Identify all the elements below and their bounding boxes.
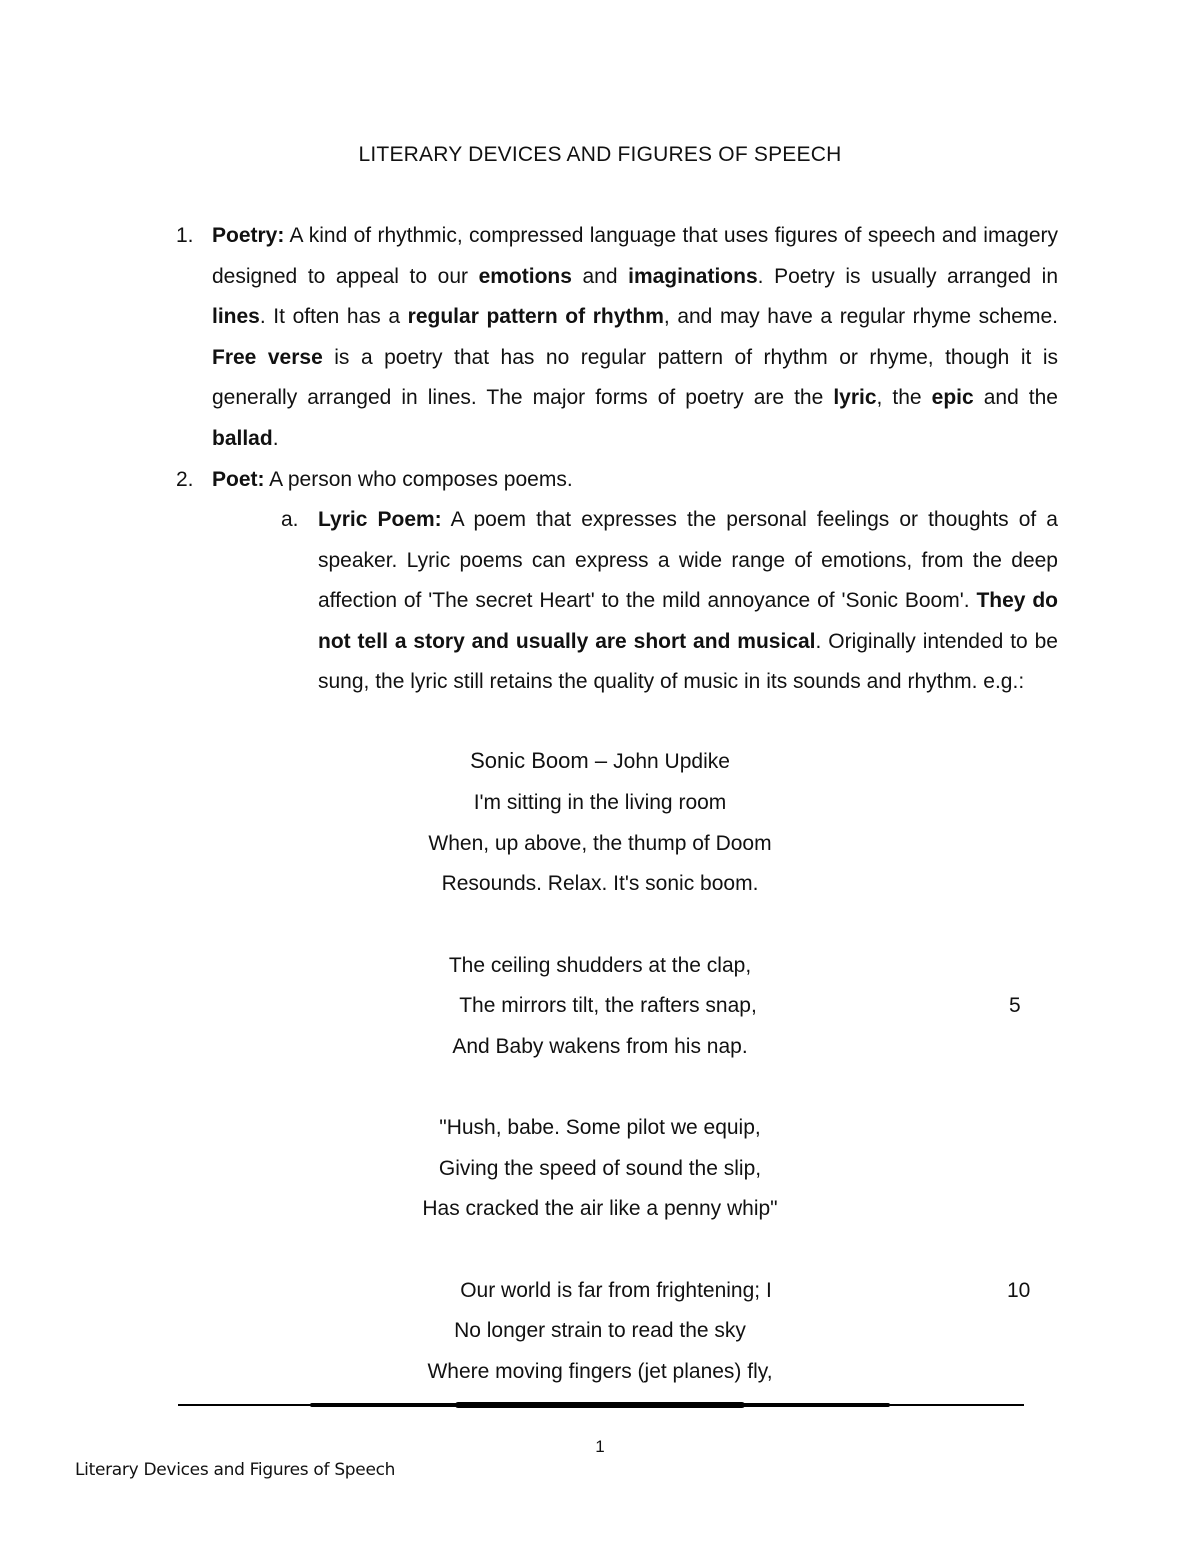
list-number: 1. bbox=[176, 224, 194, 247]
bold-term: Free verse bbox=[212, 345, 323, 369]
definition-text: A kind of rhythmic, compressed language that uses figures of speech and imagery designed to appeal to our bbox=[212, 224, 1058, 288]
poem-title bbox=[0, 748, 1200, 774]
poem-line: Has cracked the air like a penny whip" bbox=[422, 1197, 778, 1220]
definition-text: and bbox=[571, 264, 629, 288]
list-item-poet bbox=[176, 460, 1058, 501]
bold-term: lines bbox=[212, 305, 260, 329]
poem-title-text: Sonic Boom bbox=[470, 748, 589, 773]
definition-text: . bbox=[272, 426, 279, 450]
poem-line: I'm sitting in the living room bbox=[473, 791, 727, 814]
page-number: 1 bbox=[595, 1437, 605, 1456]
term-poet: Poet: bbox=[212, 468, 265, 491]
poem-line: Where moving fingers (jet planes) fly, bbox=[427, 1360, 773, 1383]
page-title: LITERARY DEVICES AND FIGURES OF SPEECH bbox=[358, 143, 842, 166]
poem-line: When, up above, the thump of Doom bbox=[428, 832, 772, 855]
poem-line: "Hush, babe. Some pilot we equip, bbox=[439, 1116, 761, 1139]
footer-divider-center bbox=[455, 1402, 745, 1408]
poem-line: Resounds. Relax. It's sonic boom. bbox=[441, 872, 759, 895]
poem-line: Giving the speed of sound the slip, bbox=[438, 1157, 762, 1180]
definition-text: , and may have a regular rhyme scheme. bbox=[663, 305, 1058, 329]
definition-text: . It often has a bbox=[259, 305, 408, 329]
bold-term: lyric bbox=[833, 386, 877, 410]
list-letter: a. bbox=[281, 508, 299, 531]
poem-line: The ceiling shudders at the clap, bbox=[448, 954, 752, 977]
poem-line: Our world is far from frightening; I bbox=[460, 1279, 772, 1302]
definition-text: . Poetry is usually arranged in bbox=[757, 264, 1059, 288]
poem-line-number: 5 bbox=[1009, 994, 1021, 1017]
footer-text: Literary Devices and Figures of Speech bbox=[75, 1460, 396, 1480]
bold-term: imaginations bbox=[628, 264, 758, 288]
definition-text: , the bbox=[876, 386, 932, 410]
definition-text: . Originally intended to be sung, the lyric still retains the quality of music in its sounds and rhythm. e.g.: bbox=[318, 629, 1058, 694]
poem-line-number: 10 bbox=[1007, 1279, 1031, 1302]
definition-text: A person who composes poems. bbox=[264, 468, 573, 491]
definition-text: and the bbox=[973, 386, 1058, 410]
bold-term: epic bbox=[931, 386, 974, 410]
list-number: 2. bbox=[176, 468, 194, 491]
list-item-lyric-poem bbox=[281, 500, 1058, 703]
bold-term: emotions bbox=[478, 264, 572, 288]
definition-text: is a poetry that has no regular pattern of rhythm or rhyme, though it is generally arranged in lines. The major forms of poetry are the bbox=[212, 345, 1058, 410]
poem-author: John Updike bbox=[613, 750, 730, 773]
poem-line: The mirrors tilt, the rafters snap, bbox=[459, 994, 757, 1017]
poem-line: No longer strain to read the sky bbox=[454, 1319, 746, 1342]
list-item-poetry bbox=[176, 216, 1059, 460]
bold-term: They do not tell a story and usually are short and musical bbox=[318, 589, 1058, 653]
poem-line: And Baby wakens from his nap. bbox=[452, 1035, 748, 1058]
poem-title-separator: – bbox=[588, 748, 614, 773]
bold-term: regular pattern of rhythm bbox=[407, 305, 664, 329]
bold-term: ballad bbox=[212, 426, 273, 450]
term-poetry: Poetry: bbox=[212, 224, 285, 247]
term-lyric-poem: Lyric Poem: bbox=[318, 508, 442, 531]
definition-text: A poem that expresses the personal feelings or thoughts of a speaker. Lyric poems can express a wide range of emotions, from the deep affection of 'The secret Heart' to the mild annoyance of 'Sonic Boom'. bbox=[318, 508, 1058, 613]
